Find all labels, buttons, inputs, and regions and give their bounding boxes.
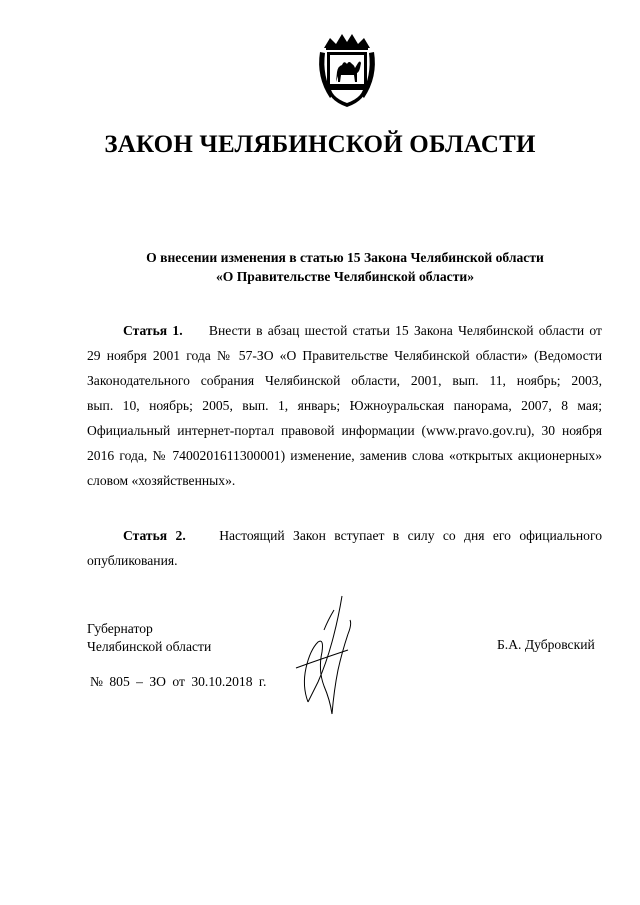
article-line: 2016 года, № 7400201611300001) изменение, заменив слова «открытых акционерных» (87, 448, 602, 463)
article-line (87, 318, 602, 343)
article-1 (87, 318, 602, 493)
article-line: опубликования. (87, 553, 178, 568)
article-line: Законодательного собрания Челябинской области, 2001, вып. 11, ноябрь; 2003, (87, 373, 602, 388)
article-line: вып. 10, ноябрь; 2005, вып. 1, январь; Южноуральская панорама, 2007, 8 мая; (87, 398, 602, 413)
chelyabinsk-coat-of-arms-icon (316, 32, 378, 110)
article-line: Официальный интернет-портал правовой информации (www.pravo.gov.ru), 30 ноября (87, 423, 602, 438)
subject-line: О внесении изменения в статью 15 Закона Челябинской области (146, 250, 544, 265)
article-2 (87, 523, 602, 573)
law-number: № 805 – ЗО от 30.10.2018 г. (90, 674, 267, 689)
position-line: Губернатор (87, 621, 153, 636)
article-1-label: Статья 1. (123, 323, 183, 338)
article-2-label: Статья 2. (123, 528, 186, 543)
position-line: Челябинской области (87, 639, 212, 654)
article-text: Настоящий Закон вступает в силу со дня его официального (219, 528, 602, 543)
article-line: 29 ноября 2001 года № 57-ЗО «О Правительстве Челябинской области» (Ведомости (87, 348, 602, 363)
signatory-name: Б.А. Дубровский (497, 637, 595, 652)
article-line: словом «хозяйственных». (87, 473, 236, 488)
article-text: Внести в абзац шестой статьи 15 Закона Челябинской области от (208, 323, 602, 338)
subject-line: «О Правительстве Челябинской области» (215, 269, 475, 284)
article-line (87, 523, 602, 548)
signatory-position (87, 620, 211, 656)
document-subject (60, 248, 630, 286)
handwritten-signature-icon (288, 590, 368, 720)
document-title: ЗАКОН ЧЕЛЯБИНСКОЙ ОБЛАСТИ (104, 131, 536, 158)
